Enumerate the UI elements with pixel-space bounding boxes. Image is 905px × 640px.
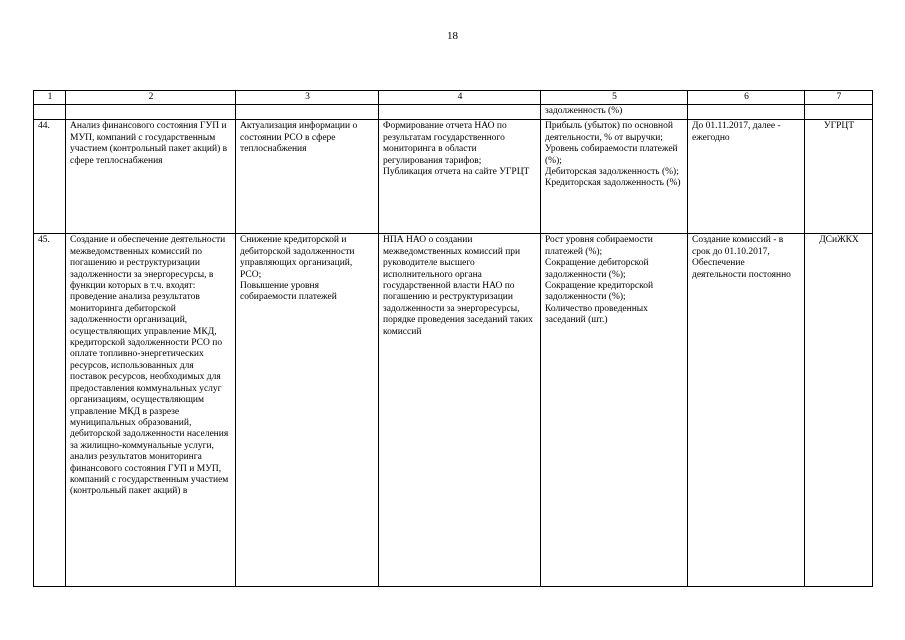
header-col-4: 4 bbox=[379, 91, 541, 105]
continuation-row bbox=[34, 105, 873, 120]
cont-indicators: задолженность (%) bbox=[541, 105, 688, 120]
page-number: 18 bbox=[447, 30, 458, 42]
indicators-cell: Прибыль (убыток) по основной деятельности, % от выручки; Уровень собираемости платежей (%); Дебиторская задолженность (%); Кредиторская задолженность (%) bbox=[541, 120, 688, 234]
deadline-cell: Создание комиссий - в срок до 01.10.2017, Обеспечение деятельности постоянно bbox=[688, 234, 805, 587]
goal-cell: Актуализация информации о состоянии РСО в сфере теплоснабжения bbox=[236, 120, 379, 234]
header-col-5: 5 bbox=[541, 91, 688, 105]
header-col-3: 3 bbox=[236, 91, 379, 105]
header-col-7: 7 bbox=[805, 91, 873, 105]
cont-cell-2 bbox=[66, 105, 236, 120]
indicators-cell: Рост уровня собираемости платежей (%); Сокращение дебиторской задолженности (%); Сокращение кредиторской задолженности (%); Количество проведенных заседаний (шт.) bbox=[541, 234, 688, 587]
header-col-2: 2 bbox=[66, 91, 236, 105]
goal-cell: Снижение кредиторской и дебиторской задолженности управляющих организаций, РСО; Повышение уровня собираемости платежей bbox=[236, 234, 379, 587]
result-cell: НПА НАО о создании межведомственных комиссий при руководителе высшего исполнительного органа государственной власти НАО по погашению и реструктуризации задолженности за энергоресурсы, порядке проведения заседаний таких комиссий bbox=[379, 234, 541, 587]
column-number-header bbox=[34, 91, 873, 105]
table-row bbox=[34, 120, 873, 234]
table-row bbox=[34, 234, 873, 587]
plan-table bbox=[33, 90, 873, 587]
activity-cell: Анализ финансового состояния ГУП и МУП, компаний с государственным участием (контрольный пакет акций) в сфере теплоснабжения bbox=[66, 120, 236, 234]
row-number: 45. bbox=[34, 234, 66, 587]
header-col-6: 6 bbox=[688, 91, 805, 105]
result-cell: Формирование отчета НАО по результатам государственного мониторинга в области регулирования тарифов; Публикация отчета на сайте УГРЦТ bbox=[379, 120, 541, 234]
cont-cell-6 bbox=[688, 105, 805, 120]
cont-cell-1 bbox=[34, 105, 66, 120]
responsible-cell: УГРЦТ bbox=[805, 120, 873, 234]
activity-cell: Создание и обеспечение деятельности межведомственных комиссий по погашению и реструктуризации задолженности за энергоресурсы, в функции которых в т.ч. входят: проведение анализа результатов мониторинга дебиторской задолженности организаций, осуществляющих управление МКД, кредиторской задолженности РСО по оплате топливно-энергетических ресурсов, использованных для поставок ресурсов, необходимых для предоставления коммунальных услуг организациям, осуществляющим управление МКД в разрезе муниципальных образований, дебиторской задолженности населения за жилищно-коммунальные услуги, анализ результатов мониторинга финансового состояния ГУП и МУП, компаний с государственным участием (контрольный пакет акций) в bbox=[66, 234, 236, 587]
cont-cell-4 bbox=[379, 105, 541, 120]
deadline-cell: До 01.11.2017, далее - ежегодно bbox=[688, 120, 805, 234]
responsible-cell: ДСиЖКХ bbox=[805, 234, 873, 587]
row-number: 44. bbox=[34, 120, 66, 234]
cont-cell-3 bbox=[236, 105, 379, 120]
cont-cell-7 bbox=[805, 105, 873, 120]
header-col-1: 1 bbox=[34, 91, 66, 105]
